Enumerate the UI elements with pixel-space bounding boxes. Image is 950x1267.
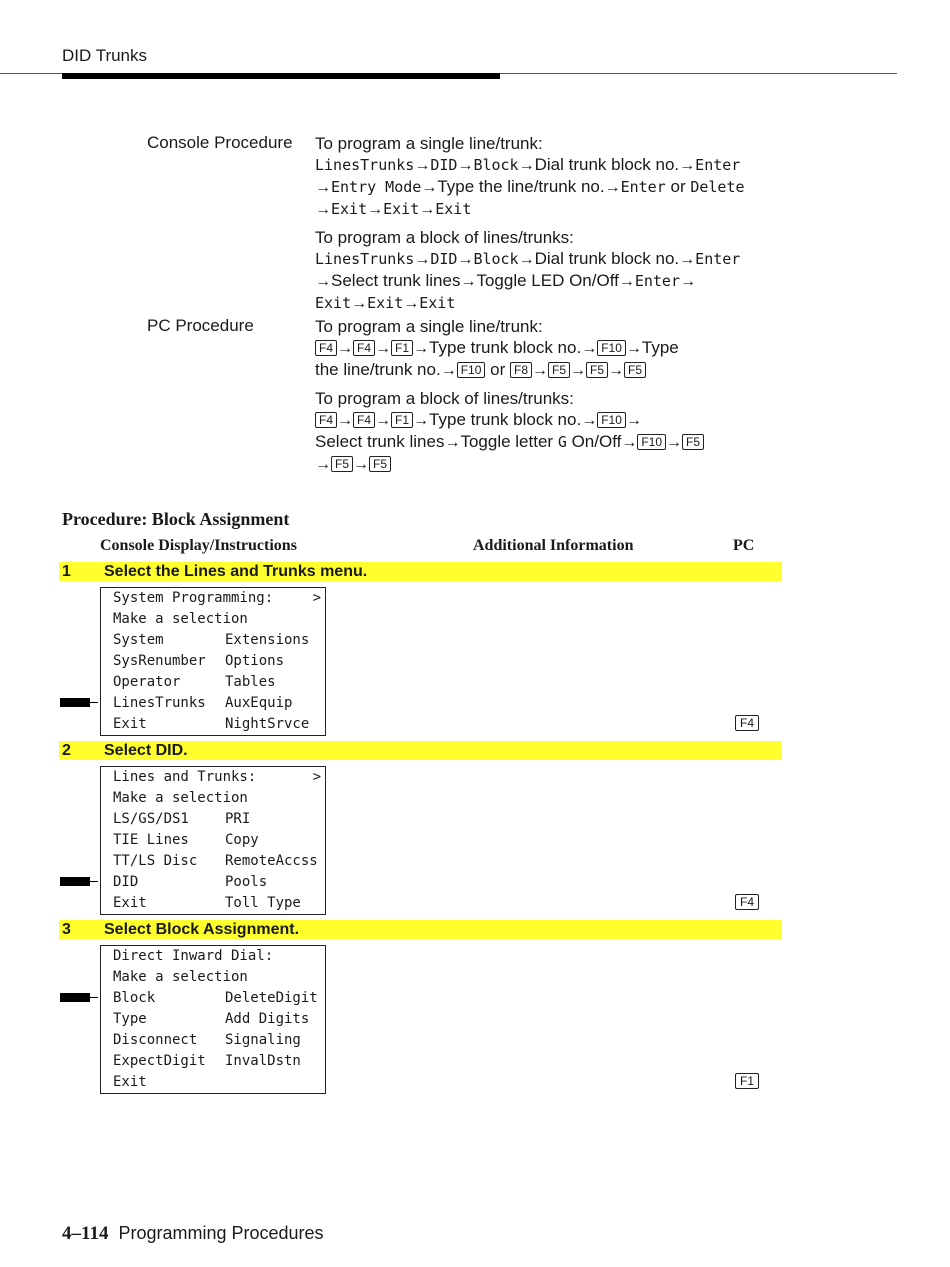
console-single-line1: LinesTrunks→DID→Block→Dial trunk block no.→Enter [315, 155, 741, 174]
pc-single-line2: the line/trunk no.→ F10 or F8 → F5 → F5 → F5 [315, 359, 785, 381]
pc-block-line3: → F5 → F5 [315, 453, 785, 475]
page-number: 4–114 [62, 1223, 109, 1244]
page-footer [62, 1223, 324, 1245]
display-row: Make a selection [113, 611, 248, 627]
console-block-line2: →Select trunk lines→Toggle LED On/Off→Enter→ [315, 271, 696, 290]
pc-block-intro: To program a block of lines/trunks: [315, 389, 574, 408]
pc-key-2: F4 [735, 894, 759, 910]
display-row: Operator Tables [113, 674, 276, 690]
selection-pointer [60, 993, 90, 1002]
display-row: LinesTrunks AuxEquip [113, 695, 293, 711]
header-bar [62, 73, 500, 79]
step-1-banner [59, 562, 782, 581]
display-row: Exit [113, 1074, 147, 1090]
step-instruction: Select Block Assignment. [104, 921, 300, 938]
display-row: ExpectDigit InvalDstn [113, 1053, 301, 1069]
display-row: System Programming: > [113, 590, 321, 606]
pc-single-intro: To program a single line/trunk: [315, 317, 543, 336]
display-row: TIE Lines Copy [113, 832, 259, 848]
console-single-line3: →Exit→Exit→Exit [315, 200, 472, 218]
console-single-line2: →Entry Mode→Type the line/trunk no.→Enter or Delete [315, 177, 745, 196]
console-procedure-label: Console Procedure [147, 133, 293, 152]
pointer-line [90, 997, 98, 998]
display-row: LS/GS/DS1 PRI [113, 811, 251, 827]
step-instruction: Select the Lines and Trunks menu. [104, 563, 368, 580]
step-2-banner [59, 741, 782, 760]
console-single-intro: To program a single line/trunk: [315, 134, 543, 153]
display-row: Direct Inward Dial: [113, 948, 274, 964]
console-display-2 [100, 766, 326, 915]
display-row: Type Add Digits [113, 1011, 310, 1027]
display-row: DID Pools [113, 874, 268, 890]
step-number: 2 [62, 742, 71, 759]
footer-title: Programming Procedures [118, 1223, 324, 1243]
console-block-line3: Exit→Exit→Exit [315, 294, 456, 312]
pc-key-1: F4 [735, 715, 759, 731]
display-row: Exit NightSrvce [113, 716, 310, 732]
display-row: SysRenumber Options [113, 653, 285, 669]
step-3-banner [59, 920, 782, 939]
column-header-additional: Additional Information [473, 537, 634, 554]
pc-block-line2: Select trunk lines→Toggle letter G On/Off→ F10 → F5 [315, 431, 785, 453]
pointer-line [90, 702, 98, 703]
selection-pointer [60, 698, 90, 707]
step-instruction: Select DID. [104, 742, 188, 759]
column-header-pc: PC [733, 537, 755, 554]
display-row: Make a selection [113, 969, 248, 985]
selection-pointer [60, 877, 90, 886]
pc-block-line1: F4 → F4 → F1 →Type trunk block no.→ F10 → [315, 409, 785, 431]
step-number: 3 [62, 921, 71, 938]
display-row: Disconnect Signaling [113, 1032, 301, 1048]
console-procedure-text [315, 133, 785, 314]
display-row: System Extensions [113, 632, 310, 648]
step-number: 1 [62, 563, 71, 580]
console-block-line1: LinesTrunks→DID→Block→Dial trunk block no.→Enter [315, 249, 741, 268]
pc-key-3: F1 [735, 1073, 759, 1089]
console-display-3 [100, 945, 326, 1094]
display-row: Lines and Trunks: > [113, 769, 321, 785]
console-block-intro: To program a block of lines/trunks: [315, 228, 574, 247]
pc-procedure-text [315, 316, 785, 475]
display-row: TT/LS Disc RemoteAccss [113, 853, 318, 869]
display-row: Exit Toll Type [113, 895, 301, 911]
running-header: DID Trunks [62, 46, 148, 65]
console-display-1 [100, 587, 326, 736]
pc-procedure-label: PC Procedure [147, 316, 254, 335]
display-row: Block DeleteDigit [113, 990, 318, 1006]
display-row: Make a selection [113, 790, 248, 806]
column-header-console: Console Display/Instructions [100, 537, 297, 554]
pc-single-line1: F4 → F4 → F1 →Type trunk block no.→ F10 →Type [315, 337, 785, 359]
procedure-title: Procedure: Block Assignment [62, 509, 290, 529]
pointer-line [90, 881, 98, 882]
